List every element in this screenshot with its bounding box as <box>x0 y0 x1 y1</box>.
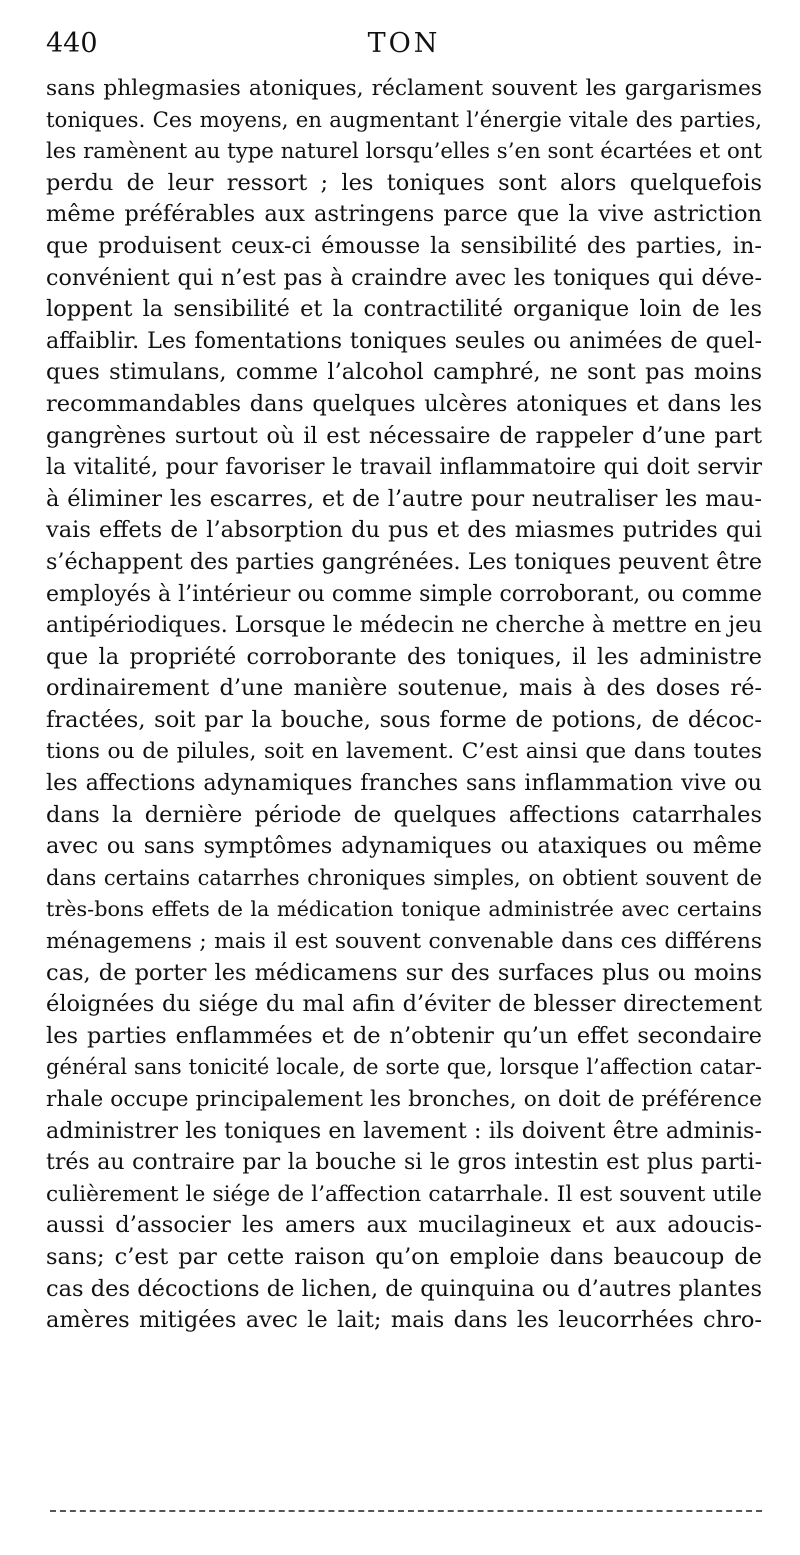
text-line: loppent la sensibilité et la contractilité organique loin de les <box>46 296 762 323</box>
text-line: s’échappent des parties gangrénées. Les toniques peuvent être <box>46 548 762 575</box>
text-line: dans certains catarrhes chroniques simples, on obtient souvent de <box>46 865 762 890</box>
page-header <box>46 28 762 68</box>
text-line: toniques. Ces moyens, en augmentant l’énergie vitale des parties, <box>46 107 762 133</box>
text-line: convénient qui n’est pas à craindre avec les toniques qui déve- <box>46 264 762 291</box>
text-line: perdu de leur ressort ; les toniques sont alors quelquefois <box>46 169 762 196</box>
text-line: que la propriété corroborante des toniques, il les administre <box>46 643 762 670</box>
footer-rule <box>50 1510 762 1512</box>
text-line: les parties enflammées et de n’obtenir qu’un effet secondaire <box>46 1022 762 1049</box>
text-line: sans; c’est par cette raison qu’on emploie dans beaucoup de <box>46 1243 762 1270</box>
body-text <box>46 73 762 1337</box>
text-line: ménagemens ; mais il est souvent convenable dans ces différens <box>46 929 762 955</box>
text-line: tions ou de pilules, soit en lavement. C’est ainsi que dans toutes <box>46 739 762 765</box>
page-number: 440 <box>46 28 98 59</box>
text-line: sans phlegmasies atoniques, réclament souvent les gargarismes <box>46 76 762 101</box>
text-line: trés au contraire par la bouche si le gros intestin est plus parti- <box>46 1150 762 1176</box>
text-line: les ramènent au type naturel lorsqu’elles s’en sont écartées et ont <box>46 139 762 165</box>
text-line: cas des décoctions de lichen, de quinquina ou d’autres plantes <box>46 1275 762 1302</box>
text-line: ordinairement d’une manière soutenue, mais à des doses ré- <box>46 675 762 702</box>
text-line: cas, de porter les médicamens sur des surfaces plus ou moins <box>46 959 762 986</box>
text-line: affaiblir. Les fomentations toniques seules ou animées de quel- <box>46 327 762 354</box>
text-line: aussi d’associer les amers aux mucilagineux et aux adoucis- <box>46 1212 762 1239</box>
text-line: très-bons effets de la médication tonique administrée avec certains <box>46 897 762 922</box>
text-line: à éliminer les escarres, et de l’autre pour neutraliser les mau- <box>46 485 762 512</box>
text-line: gangrènes surtout où il est nécessaire de rappeler d’une part <box>46 422 762 449</box>
text-line: avec ou sans symptômes adynamiques ou ataxiques ou même <box>46 833 762 860</box>
text-line: recommandables dans quelques ulcères atoniques et dans les <box>46 390 762 417</box>
text-line: les affections adynamiques franches sans inflammation vive ou <box>46 770 762 797</box>
text-line: dans la dernière période de quelques affections catarrhales <box>46 801 762 828</box>
running-head: TON <box>367 28 441 59</box>
text-line: fractées, soit par la bouche, sous forme de potions, de décoc- <box>46 706 762 733</box>
text-line: amères mitigées avec le lait; mais dans les leucorrhées chro- <box>46 1307 762 1334</box>
text-line: culièrement le siége de l’affection catarrhale. Il est souvent utile <box>46 1181 762 1207</box>
text-line: administrer les toniques en lavement : ils doivent être adminis- <box>46 1117 762 1144</box>
text-line: même préférables aux astringens parce que la vive astriction <box>46 201 762 228</box>
text-line: que produisent ceux-ci émousse la sensibilité des parties, in- <box>46 232 762 259</box>
text-line: la vitalité, pour favoriser le travail inflammatoire qui doit servir <box>46 455 762 481</box>
text-line: ques stimulans, comme l’alcohol camphré, ne sont pas moins <box>46 359 762 386</box>
text-line: éloignées du siége du mal afin d’éviter de blesser directement <box>46 991 762 1018</box>
text-line: rhale occupe principalement les bronches, on doit de préférence <box>46 1087 762 1112</box>
text-line: vais effets de l’absorption du pus et des miasmes putrides qui <box>46 517 762 544</box>
text-line: antipériodiques. Lorsque le médecin ne cherche à mettre en jeu <box>46 613 763 639</box>
text-line: employés à l’intérieur ou comme simple corroborant, ou comme <box>46 581 762 607</box>
text-line: général sans tonicité locale, de sorte que, lorsque l’affection catar- <box>46 1055 762 1080</box>
